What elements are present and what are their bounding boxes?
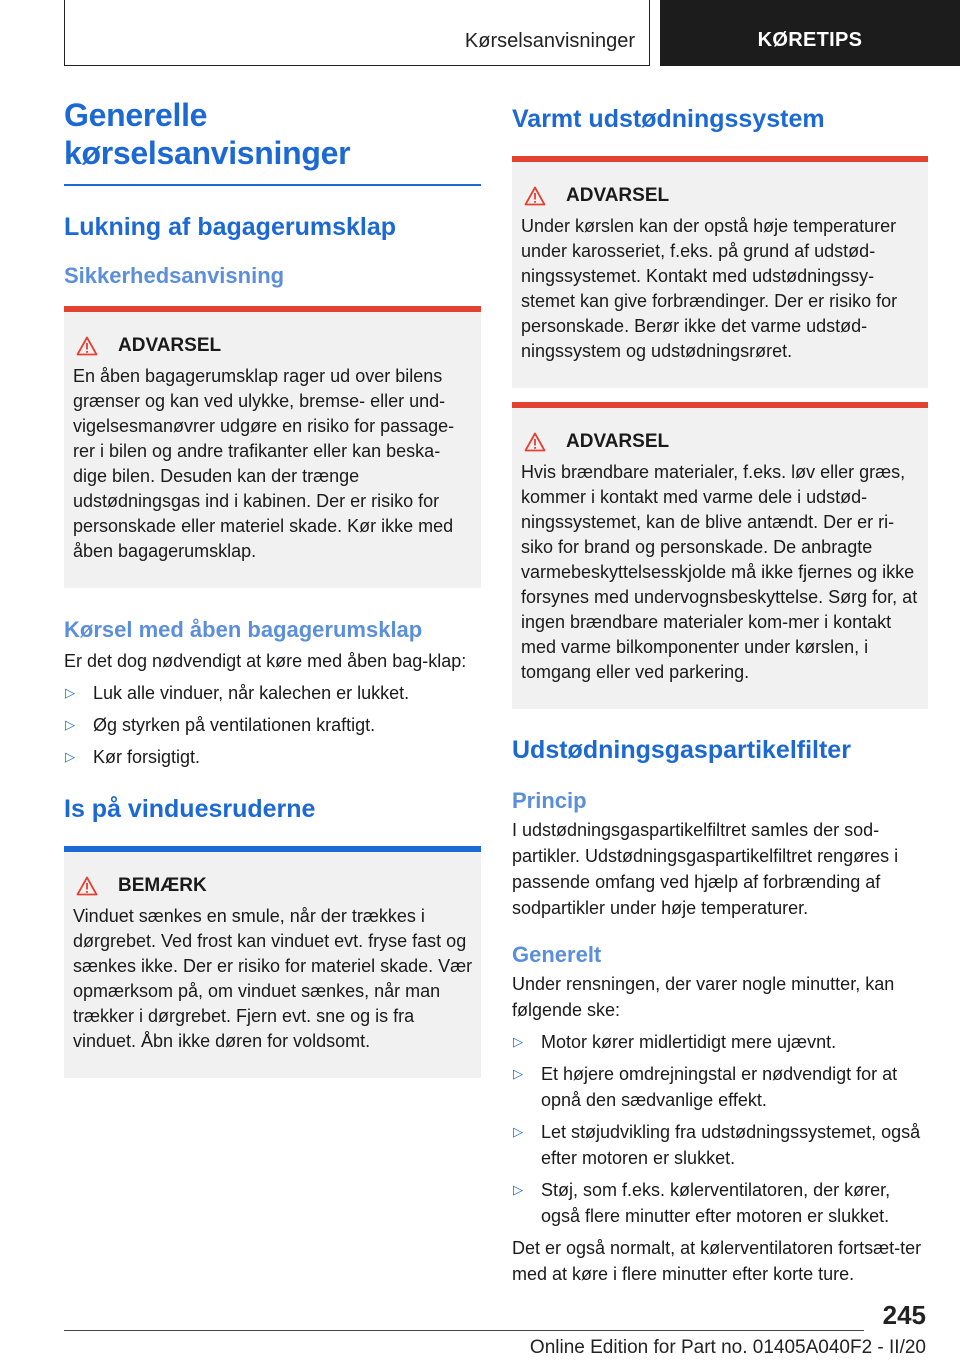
page-title: Generelle kørselsanvisninger bbox=[64, 97, 351, 171]
list-item bbox=[512, 1029, 928, 1055]
general-list bbox=[512, 1029, 928, 1229]
warning-box-trunk bbox=[64, 306, 481, 588]
warning-triangle-icon bbox=[76, 876, 98, 896]
note-text: Vinduet sænkes en smule, når der trækkes i dørgrebet. Ved frost kan vinduet evt. fryse fast og sænkes ikke. Der er risiko for materiel skade. Vær opmærksom på, om vinduet sænkes, når man trækker i dørgrebet. Fjern evt. sne og is fra vinduet. Åbn ikke døren for voldsomt. bbox=[73, 906, 473, 1051]
warning-text: Hvis brændbare materialer, f.eks. løv eller græs, kommer i kontakt med varme dele i udstød-ningssystemet, kan de blive antændt. Der er ri-siko for brand og personskade. De anbragte varmebeskyttelsesskjolde må ikke fjernes og ikke forsynes med undervognsbeskyttelse. Sørg for, at ingen brændbare materialer kom-mer i kontakt med varme bilkomponenter under kørslen, i tomgang eller ved parkering. bbox=[521, 462, 918, 682]
heading-particle-filter: Udstødningsgaspartikelfilter bbox=[512, 736, 851, 764]
list-item-text: Kør forsigtigt. bbox=[93, 747, 201, 767]
open-intro: Er det dog nødvendigt at køre med åben bag-klap: bbox=[64, 651, 467, 671]
list-item-text: Et højere omdrejningstal er nødvendigt for at opnå den sædvanlige effekt. bbox=[541, 1064, 898, 1110]
list-item bbox=[512, 1061, 928, 1113]
right-column bbox=[512, 96, 928, 1287]
triangle-bullet-icon: ▷ bbox=[65, 717, 75, 732]
heading-hot-exhaust: Varmt udstødningssystem bbox=[512, 105, 825, 133]
heading-general: Generelt bbox=[512, 942, 602, 967]
list-item bbox=[512, 1177, 928, 1229]
note-box-ice bbox=[64, 846, 481, 1078]
general-outro: Det er også normalt, at kølerventilatoren fortsæt-ter med at køre i flere minutter efter korte ture. bbox=[512, 1238, 922, 1284]
triangle-bullet-icon: ▷ bbox=[513, 1034, 523, 1049]
list-item bbox=[64, 744, 481, 770]
warning-text: Under kørslen kan der opstå høje temperaturer under karosseriet, f.eks. på grund af udstød-ningssystemet. Kontakt med udstødningssy-stemet kan give forbrændinger. Der er risiko for personskade. Berør ikke det varme udstød-ningssystem og udstødningsrøret. bbox=[521, 216, 898, 361]
warning-header bbox=[73, 334, 473, 358]
triangle-bullet-icon: ▷ bbox=[65, 685, 75, 700]
list-item bbox=[512, 1119, 928, 1171]
list-item-text: Øg styrken på ventilationen kraftigt. bbox=[93, 715, 376, 735]
triangle-bullet-icon: ▷ bbox=[513, 1124, 523, 1139]
list-item bbox=[64, 712, 481, 738]
triangle-bullet-icon: ▷ bbox=[65, 749, 75, 764]
triangle-bullet-icon: ▷ bbox=[513, 1066, 523, 1081]
heading-principle: Princip bbox=[512, 788, 587, 813]
warning-label: ADVARSEL bbox=[566, 185, 670, 206]
heading-ice: Is på vinduesruderne bbox=[64, 795, 316, 823]
warning-box-exhaust-heat bbox=[512, 156, 928, 388]
triangle-bullet-icon: ▷ bbox=[513, 1182, 523, 1197]
warning-triangle-icon bbox=[524, 432, 546, 452]
warning-triangle-icon bbox=[76, 336, 98, 356]
note-label: BEMÆRK bbox=[118, 875, 207, 896]
chapter-tab: KØRETIPS bbox=[660, 0, 960, 66]
open-list bbox=[64, 680, 481, 770]
warning-header bbox=[521, 430, 920, 454]
footer-rule bbox=[64, 1330, 864, 1331]
section-header-box bbox=[64, 0, 650, 66]
page-number: 245 bbox=[882, 1300, 926, 1330]
warning-header bbox=[521, 184, 920, 208]
note-header bbox=[73, 874, 473, 898]
page-header bbox=[0, 0, 960, 66]
title-rule bbox=[64, 184, 481, 186]
list-item-text: Motor kører midlertidigt mere ujævnt. bbox=[541, 1032, 837, 1052]
warning-text: En åben bagagerumsklap rager ud over bilens grænser og kan ved ulykke, bremse- eller und-vigelsesmanøvrer udgøre en risiko for passage-rer i bilen og andre trafikanter eller kan beska-dige bilen. Desuden kan der trænge udstødningsgas ind i kabinen. Der er risiko for personskade eller materiel skade. Kør ikke med åben bagagerumsklap. bbox=[73, 366, 455, 561]
heading-open-trunk: Kørsel med åben bagagerumsklap bbox=[64, 617, 423, 642]
footer-edition: Online Edition for Part no. 01405A040F2 - II/20 bbox=[529, 1337, 926, 1358]
general-intro: Under rensningen, der varer nogle minutter, kan følgende ske: bbox=[512, 974, 895, 1020]
principle-text: I udstødningsgaspartikelfiltret samles der sod-partikler. Udstødningsgaspartikelfiltret rengøres i passende omfang ved hjælp af forbrænding af sodpartikler under høje temperaturer. bbox=[512, 820, 899, 918]
list-item-text: Let støjudvikling fra udstødningssystemet, også efter motoren er slukket. bbox=[541, 1122, 921, 1168]
list-item-text: Støj, som f.eks. kølerventilatoren, der kører, også flere minutter efter motoren er slukket. bbox=[541, 1180, 891, 1226]
left-column bbox=[64, 96, 481, 1078]
warning-label: ADVARSEL bbox=[118, 335, 222, 356]
warning-triangle-icon bbox=[524, 186, 546, 206]
section-title: Kørselsanvisninger bbox=[464, 30, 635, 52]
warning-box-flammable bbox=[512, 402, 928, 709]
list-item-text: Luk alle vinduer, når kalechen er lukket. bbox=[93, 683, 410, 703]
heading-trunk: Lukning af bagagerumsklap bbox=[64, 213, 397, 241]
warning-label: ADVARSEL bbox=[566, 431, 670, 452]
heading-safety: Sikkerhedsanvisning bbox=[64, 263, 285, 288]
list-item bbox=[64, 680, 481, 706]
